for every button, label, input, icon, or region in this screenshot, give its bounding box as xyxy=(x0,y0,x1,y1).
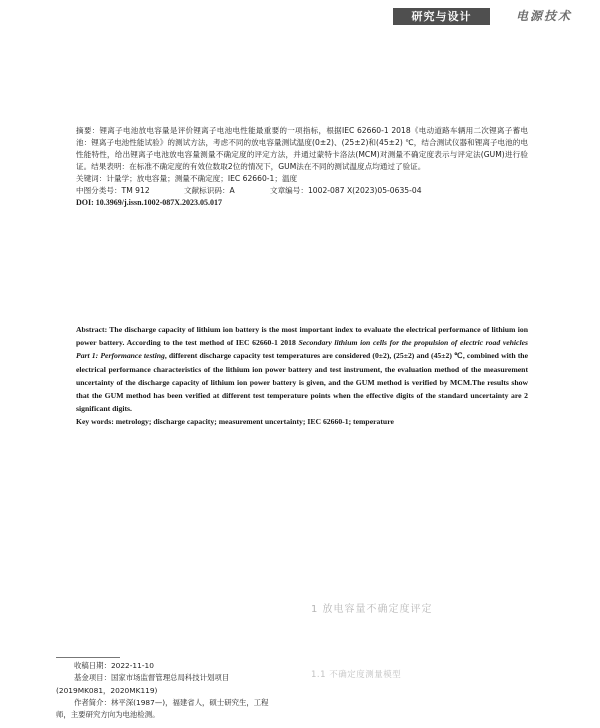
section-heading-1: 1 放电容量不确定度评定 xyxy=(311,604,433,615)
fund-line-2: (2019MK081，2020MK119) xyxy=(56,685,158,695)
author-line-2: 师，主要研究方向为电池检测。 xyxy=(56,710,160,720)
abstract-en-part2: , different discharge capacity test temperatures are considered (0±2), (25±2) and (45±2) ℃, combined with the electrical performance characteristics of the lithium ion power battery and test instrument, the evaluation method of the measurement uncertainty of the discharge capacity of lithium ion power battery is given, and the GUM method is verified by MCM.The results show that the GUM method has been verified at different test temperature points when the effective digits of the standard uncertainty are 2 significant digits. xyxy=(76,351,528,414)
doi: DOI: 10.3969/j.issn.1002-087X.2023.05.017 xyxy=(76,198,223,207)
footnote-rule xyxy=(56,657,120,658)
author-line-1: 作者简介：林平深(1987—)，福建省人，硕士研究生，工程 xyxy=(74,697,269,707)
journal-brand: 电源技术 xyxy=(515,9,572,23)
classification-line xyxy=(76,185,528,197)
clc-number: 中图分类号：TM 912 xyxy=(76,186,150,195)
abstract-cn xyxy=(76,125,528,209)
abstract-en-part1: Abstract: The discharge capacity of lithium ion battery is the most important index to evaluate the electrical performance of lithium ion power battery. According to the test method of IEC 62660-1 2018 xyxy=(76,325,528,348)
abstract-en xyxy=(76,323,528,429)
keywords-en: Key words: metrology; discharge capacity; measurement uncertainty; IEC 62660-1; temperature xyxy=(76,417,394,427)
fund-line-1: 基金项目：国家市场监督管理总局科技计划项目 xyxy=(74,673,230,683)
article-number: 文章编号：1002-087 X(2023)05-0635-04 xyxy=(270,186,422,195)
keywords-cn: 关键词：计量学；放电容量；测量不确定度；IEC 62660-1；温度 xyxy=(76,174,298,183)
received-date: 收稿日期：2022-11-10 xyxy=(74,661,154,670)
footnote xyxy=(56,660,288,721)
abstract-en-text xyxy=(76,323,528,415)
document-code: 文献标识码：A xyxy=(184,186,235,195)
abstract-cn-text: 摘要：锂离子电池放电容量是评价锂离子电池电性能最重要的一项指标，根据IEC 62660-1 2018《电动道路车辆用二次锂离子蓄电池：锂离子电池性能试验》的测试方法，考虑不同的放电容量测试温度(0±2)、(25±2)和(45±2) ℃，结合测试仪器和锂离子电池的电性能特性，给出锂离子电池放电容量测量不确定度的评定方法，并通过蒙特卡洛法(MCM)对测量不确定度表示与评定法(GUM)进行验证。结果表明：在标准不确定度的有效位数取2位的情况下，GUM法在不同的测试温度点均通过了验证。 xyxy=(76,126,528,171)
section-heading-1-1: 1.1 不确定度测量模型 xyxy=(311,670,402,680)
standard-title: Secondary lithium ion cells for the propulsion of electric road vehicles Part 1: Performance testing xyxy=(76,338,529,361)
journal-section-label: 研究与设计 xyxy=(393,8,490,25)
